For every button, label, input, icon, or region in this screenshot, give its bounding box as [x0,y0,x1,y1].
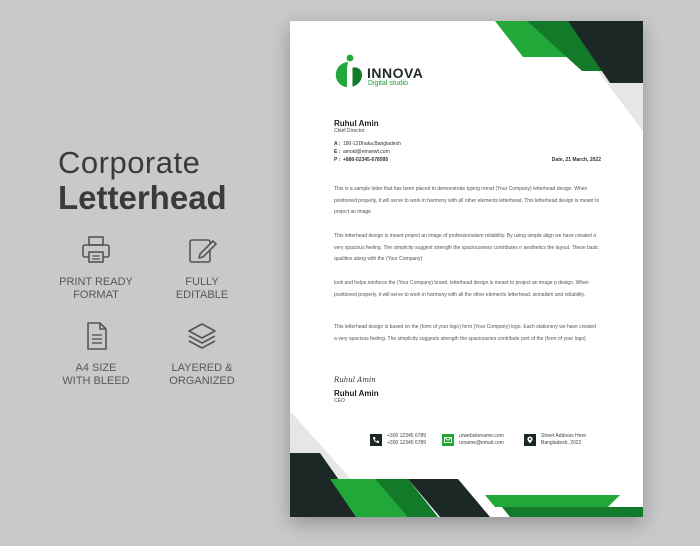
address-prefix: A : [334,141,341,147]
deco-bottom-strip-green [485,495,620,507]
feature-label-3a: A4 SIZE [75,362,117,374]
footer-phone-2: +300 12345 6789 [387,440,427,446]
layers-icon [186,320,218,352]
feature-label-1b: FORMAT [73,289,119,301]
feature-a4-size [51,320,141,388]
feature-print-ready [51,234,141,302]
heading-line-1: Corporate [58,145,201,180]
footer-phone-icon [370,434,382,446]
sender-role: Chief Director [334,128,365,134]
footer-phones [387,433,426,447]
letterhead-paper [290,21,643,517]
phone-prefix: P : [334,157,341,163]
document-icon [80,320,112,352]
letter-paragraph-1: This is a sample letter that has been placed to demonstrate typing remat (Your Company) letterhead design. When positioned properly, it will serve to work in harmony with all other elements letterhead. This letterhead design is meant to project an image [334,186,600,215]
signer-name: Ruhul Amin [334,389,379,398]
edit-icon [186,234,218,266]
feature-label-4b: ORGANIZED [169,375,235,387]
printer-icon [80,234,112,266]
feature-label-2b: EDITABLE [175,289,229,301]
footer-email: urname@email.com [459,440,504,446]
feature-editable [157,234,247,302]
address-value: 180-12Dhaka,Bangladesh [343,141,401,147]
feature-label-3b: WITH BLEED [62,375,130,387]
footer-city: Bangladesh, 2022 [541,440,582,446]
promo-heading [58,146,227,216]
sender-email [334,149,390,155]
letter-paragraph-2: This letterhead design is meant project an image of professionalism reliability. By using simple align we have created a very spacious feeling. The simplicity suggest strength the spaciousness contributes n aesthetics the layout. These basic qualities along with the (Your Company) [334,233,599,262]
signature-script: Ruhul Amin [334,376,376,384]
footer-street: Street Address Here [541,433,587,439]
brand-tagline: Digital studio [368,80,409,87]
footer-address [541,433,586,447]
deco-bottom-strip-dark [502,507,643,517]
letter-paragraph-3: look and helps reinforce the (Your Company) brand. letterhead design is meant to project an image p design. When positioned properly, it will serve to work in harmony with all the other elements letterhead. sionalism and reliability. [334,280,589,298]
feature-label-1a: PRINT READY [59,276,133,288]
letter-date: Date, 21 March, 2022 [551,157,601,163]
signer-role: CEO [334,398,345,404]
letter-paragraph-4: This letterhead design is based on the (form of your logo) form (Your Company) logo. Each stationery we have created a very spacious feeling. The simplicity suggests strength the spaciousnes contribute port of the (form of your logo) [334,324,596,342]
phone-value: +880-02345-678995 [343,157,389,163]
sender-phone [334,157,388,163]
heading-line-2: Letterhead [58,179,227,216]
sender-address [334,141,401,147]
footer-phone-1: +300 12345 6789 [387,433,427,439]
email-value: amoid@emsewt.com [343,149,390,155]
brand-name: INNOVA [367,65,424,81]
footer-website: urwebsitename.com [459,433,504,439]
sender-name: Ruhul Amin [334,119,379,128]
footer-web-mail [459,433,504,447]
innova-logo-icon [334,54,364,88]
feature-label-4a: LAYERED & [171,362,233,374]
footer-location-icon [524,434,536,446]
footer-web-icon [442,434,454,446]
feature-layered [157,320,247,388]
email-prefix: E : [334,149,341,155]
feature-label-2a: FULLY [185,276,219,288]
